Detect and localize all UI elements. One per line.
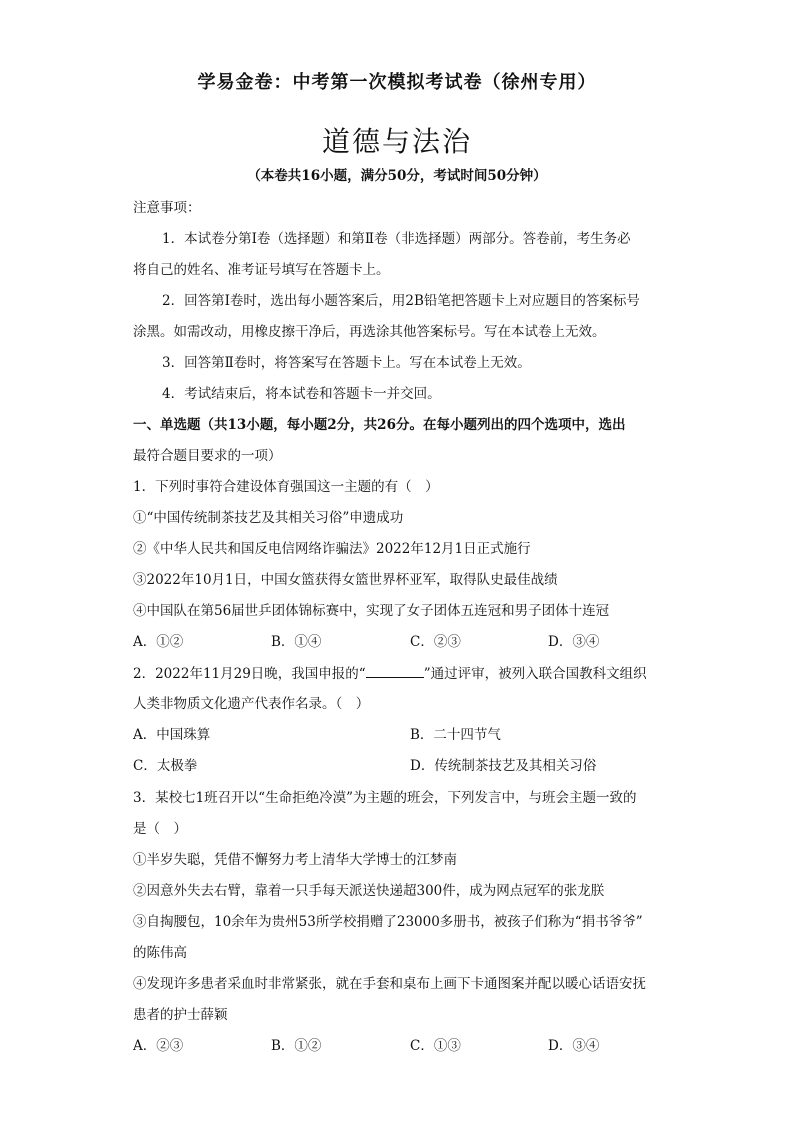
option-b[interactable]: B．二十四节气: [410, 727, 501, 743]
question-3-statement: ②因意外失去右臂，靠着一只手每天派送快递超300件，成为网点冠军的张龙朕: [133, 883, 605, 899]
option-d[interactable]: D．③④: [548, 1038, 600, 1054]
question-2-options-row2: [133, 756, 693, 776]
notice-item: 3．回答第Ⅱ卷时，将答案写在答题卡上。写在本试卷上无效。: [162, 355, 531, 371]
question-3-stem: 3．某校七1班召开以“生命拒绝冷漠”为主题的班会，下列发言中，与班会主题一致的: [133, 790, 637, 806]
question-2-stem-after: ”通过评审，被列入联合国教科文组织: [423, 666, 647, 682]
option-c[interactable]: C．②③: [410, 634, 461, 650]
question-1-statement: ②《中华人民共和国反电信网络诈骗法》2022年12月1日正式施行: [133, 541, 531, 557]
question-3-statement: ①半岁失聪，凭借不懈努力考上清华大学博士的江梦南: [133, 852, 457, 868]
question-3-statement: 的陈伟高: [133, 945, 187, 961]
question-2-stem-line2: 人类非物质文化遗产代表作名录。（ ）: [133, 696, 370, 712]
option-b[interactable]: B．①②: [271, 1038, 322, 1054]
option-c[interactable]: C．①③: [410, 1038, 461, 1054]
notice-item: 涂黑。如需改动，用橡皮擦干净后，再选涂其他答案标号。写在本试卷上无效。: [133, 324, 606, 340]
option-b[interactable]: B．①④: [271, 634, 322, 650]
option-a[interactable]: A．②③: [133, 1038, 184, 1054]
question-3-statement: ④发现许多患者采血时非常紧张，就在手套和桌布上画下卡通图案并配以暖心话语安抚: [133, 976, 646, 992]
option-d[interactable]: D．传统制茶技艺及其相关习俗: [410, 758, 597, 774]
question-2-options-row1: [133, 725, 693, 745]
notice-item: 4．考试结束后，将本试卷和答题卡一并交回。: [162, 386, 441, 402]
option-a[interactable]: A．①②: [133, 634, 184, 650]
notice-item: 将自己的姓名、准考证号填写在答题卡上。: [133, 262, 390, 278]
question-1-statement: ①“中国传统制茶技艺及其相关习俗”申遗成功: [133, 510, 404, 526]
fill-blank: [366, 663, 424, 678]
notice-heading: 注意事项：: [133, 200, 201, 216]
exam-info: （本卷共16小题，满分50分，考试时间50分钟）: [247, 168, 547, 184]
question-3-statement: 患者的护士薛颖: [133, 1007, 228, 1023]
question-3-stem-line2: 是（ ）: [133, 821, 187, 837]
option-c[interactable]: C．太极拳: [133, 758, 198, 774]
exam-series-title: 学易金卷：中考第一次模拟考试卷（徐州专用）: [197, 72, 597, 93]
question-3-options: [133, 1036, 693, 1056]
section-heading: 一、单选题（共13小题，每小题2分，共26分。在每小题列出的四个选项中，选出: [133, 417, 626, 433]
notice-item: 2．回答第Ⅰ卷时，选出每小题答案后，用2B铅笔把答题卡上对应题目的答案标号: [162, 293, 640, 309]
question-2-stem: [133, 663, 647, 684]
question-2-stem-before: 2．2022年11月29日晚，我国申报的“: [133, 666, 366, 682]
question-1-statement: ④中国队在第56届世乒团体锦标赛中，实现了女子团体五连冠和男子团体十连冠: [133, 603, 610, 619]
option-d[interactable]: D．③④: [548, 634, 600, 650]
question-1-stem: 1．下列时事符合建设体育强国这一主题的有（ ）: [133, 479, 439, 495]
question-1-options: [133, 632, 693, 652]
option-a[interactable]: A．中国珠算: [133, 727, 211, 743]
subject-title: 道德与法治: [321, 125, 472, 158]
question-1-statement: ③2022年10月1日，中国女篮获得女篮世界杯亚军，取得队史最佳战绩: [133, 572, 558, 588]
notice-item: 1．本试卷分第Ⅰ卷（选择题）和第Ⅱ卷（非选择题）两部分。答卷前，考生务必: [162, 231, 631, 247]
section-heading: 最符合题目要求的一项）: [133, 448, 282, 464]
question-3-statement: ③自掏腰包，10余年为贵州53所学校捐赠了23000多册书，被孩子们称为“捐书爷爷”: [133, 914, 643, 930]
